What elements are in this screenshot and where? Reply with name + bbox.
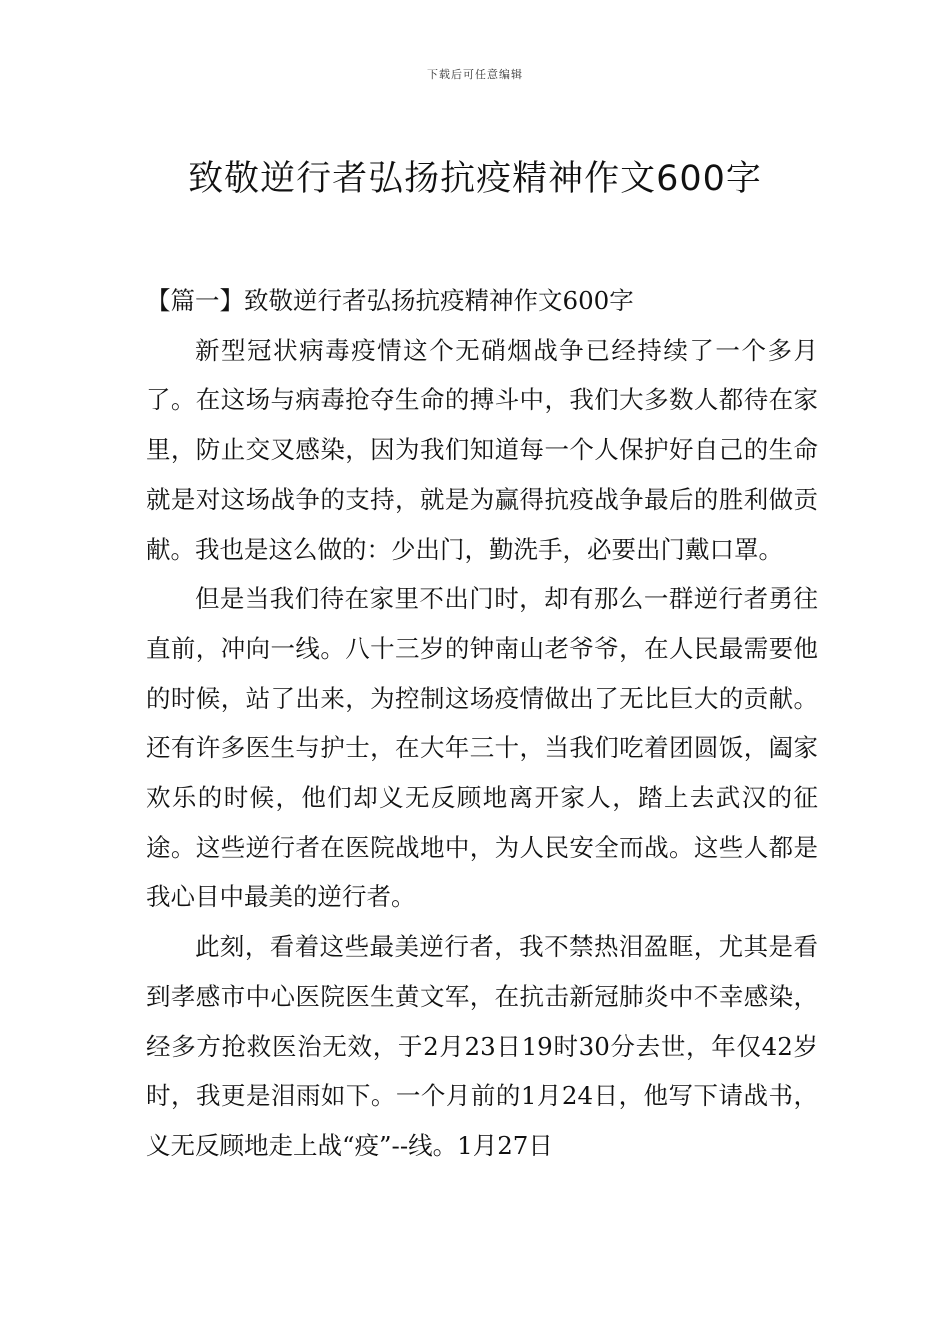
paragraph-2: 但是当我们待在家里不出门时，却有那么一群逆行者勇往直前，冲向一线。八十三岁的钟南山老爷爷，在人民最需要他的时候，站了出来，为控制这场疫情做出了无比巨大的贡献。还有许多医生与护士，在大年三十，当我们吃着团圆饭，阖家欢乐的时候，他们却义无反顾地离开家人，踏上去武汉的征途。这些逆行者在医院战地中，为人民安全而战。这些人都是我心目中最美的逆行者。: [146, 584, 818, 912]
section-heading: 【篇一】致敬逆行者弘扬抗疫精神作文600字: [146, 286, 634, 315]
document-body: [146, 276, 818, 1171]
paragraph-1: 新型冠状病毒疫情这个无硝烟战争已经持续了一个多月了。在这场与病毒抢夺生命的搏斗中，我们大多数人都待在家里，防止交叉感染，因为我们知道每一个人保护好自己的生命就是对这场战争的支持，就是为赢得抗疫战争最后的胜利做贡献。我也是这么做的：少出门，勤洗手，必要出门戴口罩。: [146, 335, 818, 564]
document-title: 致敬逆行者弘扬抗疫精神作文600字: [188, 159, 762, 200]
header-note: 下载后可任意编辑: [427, 68, 523, 81]
paragraph-3: 此刻，看着这些最美逆行者，我不禁热泪盈眶，尤其是看到孝感市中心医院医生黄文军，在抗击新冠肺炎中不幸感染，经多方抢救医治无效，于2月23日19时30分去世，年仅42岁时，我更是泪雨如下。一个月前的1月24日，他写下请战书，义无反顾地走上战“疫”--线。1月27日: [146, 932, 818, 1160]
